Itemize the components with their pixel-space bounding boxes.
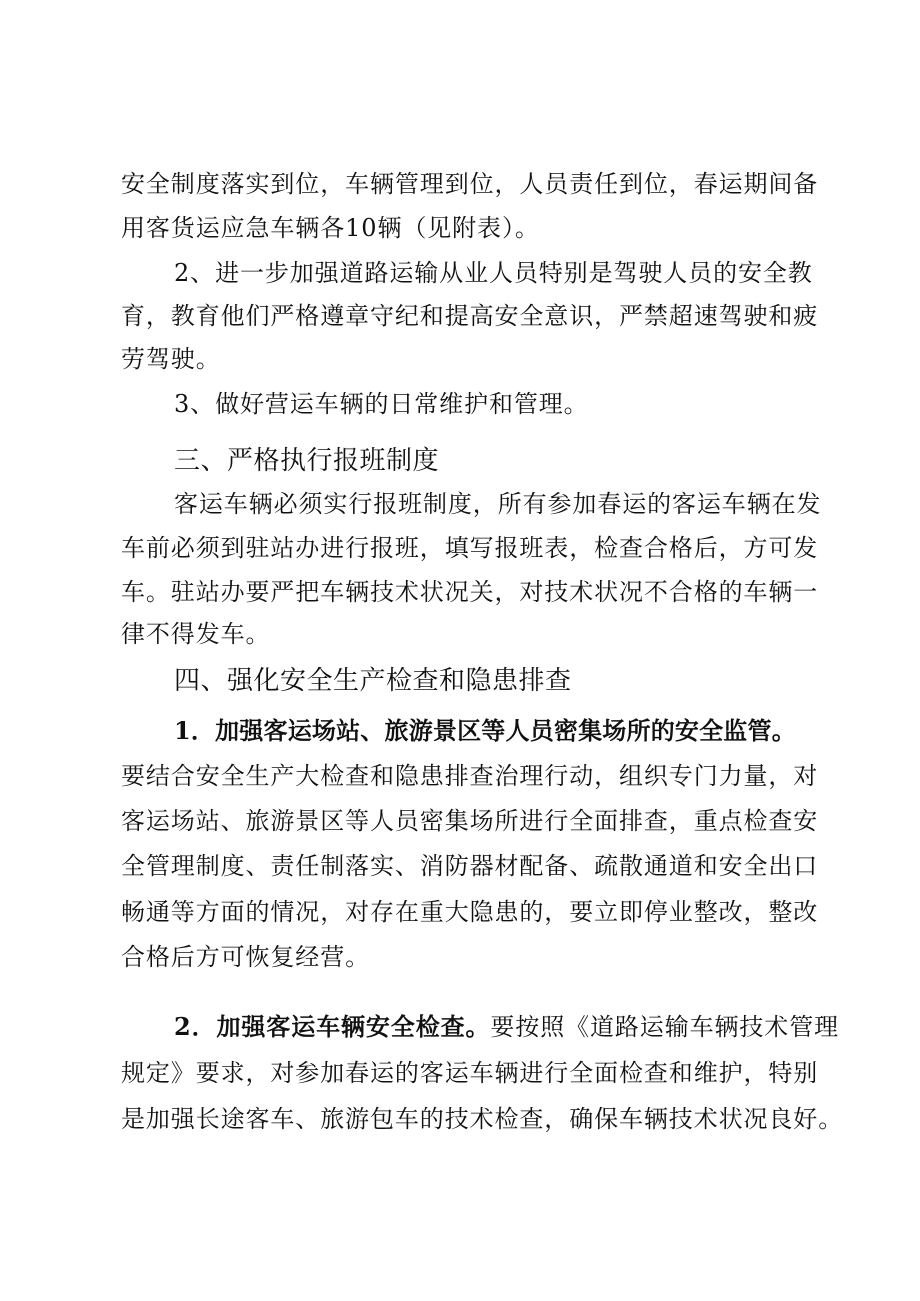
paragraph-line: 用客货运应急车辆各10辆（见附表）。 xyxy=(121,214,540,242)
paragraph-line: 劳驾驶。 xyxy=(121,345,221,373)
paragraph-line: 车。驻站办要严把车辆技术状况关，对技术状况不合格的车辆一 xyxy=(121,578,819,606)
paragraph-line: 规定》要求，对参加春运的客运车辆进行全面检查和维护，特别 xyxy=(121,1059,819,1087)
paragraph-line: 3、做好营运车辆的日常维护和管理。 xyxy=(174,390,589,418)
item-first-line xyxy=(174,1007,839,1047)
paragraph-line: 育，教育他们严格遵章守纪和提高安全意识，严禁超速驾驶和疲 xyxy=(121,302,819,330)
item-bold-title: 1．加强客运场站、旅游景区等人员密集场所的安全监管。 xyxy=(174,716,796,745)
paragraph-line: 是加强长途客车、旅游包车的技术检查，确保车辆技术状况良好。 xyxy=(121,1105,844,1133)
item-bold-title: 2．加强客运车辆安全检查。 xyxy=(174,1012,491,1041)
paragraph-line: 客运车辆必须实行报班制度，所有参加春运的客运车辆在发 xyxy=(174,490,822,518)
paragraph-line: 合格后方可恢复经营。 xyxy=(121,943,370,971)
paragraph-line: 要结合安全生产大检查和隐患排查治理行动，组织专门力量，对 xyxy=(121,762,819,790)
paragraph-line: 畅通等方面的情况，对存在重大隐患的，要立即停业整改，整改 xyxy=(121,898,819,926)
paragraph-line: 车前必须到驻站办进行报班，填写报班表，检查合格后，方可发 xyxy=(121,534,819,562)
paragraph-line: 律不得发车。 xyxy=(121,620,271,648)
item-first-line-rest: 要按照《道路运输车辆技术管理 xyxy=(490,1013,840,1041)
paragraph-line: 客运场站、旅游景区等人员密集场所进行全面排查，重点检查安 xyxy=(121,807,819,835)
paragraph-line: 安全制度落实到位，车辆管理到位，人员责任到位，春运期间备 xyxy=(121,170,819,198)
section-heading: 三、严格执行报班制度 xyxy=(174,446,440,476)
paragraph-line: 2、进一步加强道路运输从业人员特别是驾驶人员的安全教 xyxy=(174,259,813,287)
section-heading: 四、强化安全生产检查和隐患排查 xyxy=(174,666,572,696)
paragraph-line: 全管理制度、责任制落实、消防器材配备、疏散通道和安全出口 xyxy=(121,852,819,880)
